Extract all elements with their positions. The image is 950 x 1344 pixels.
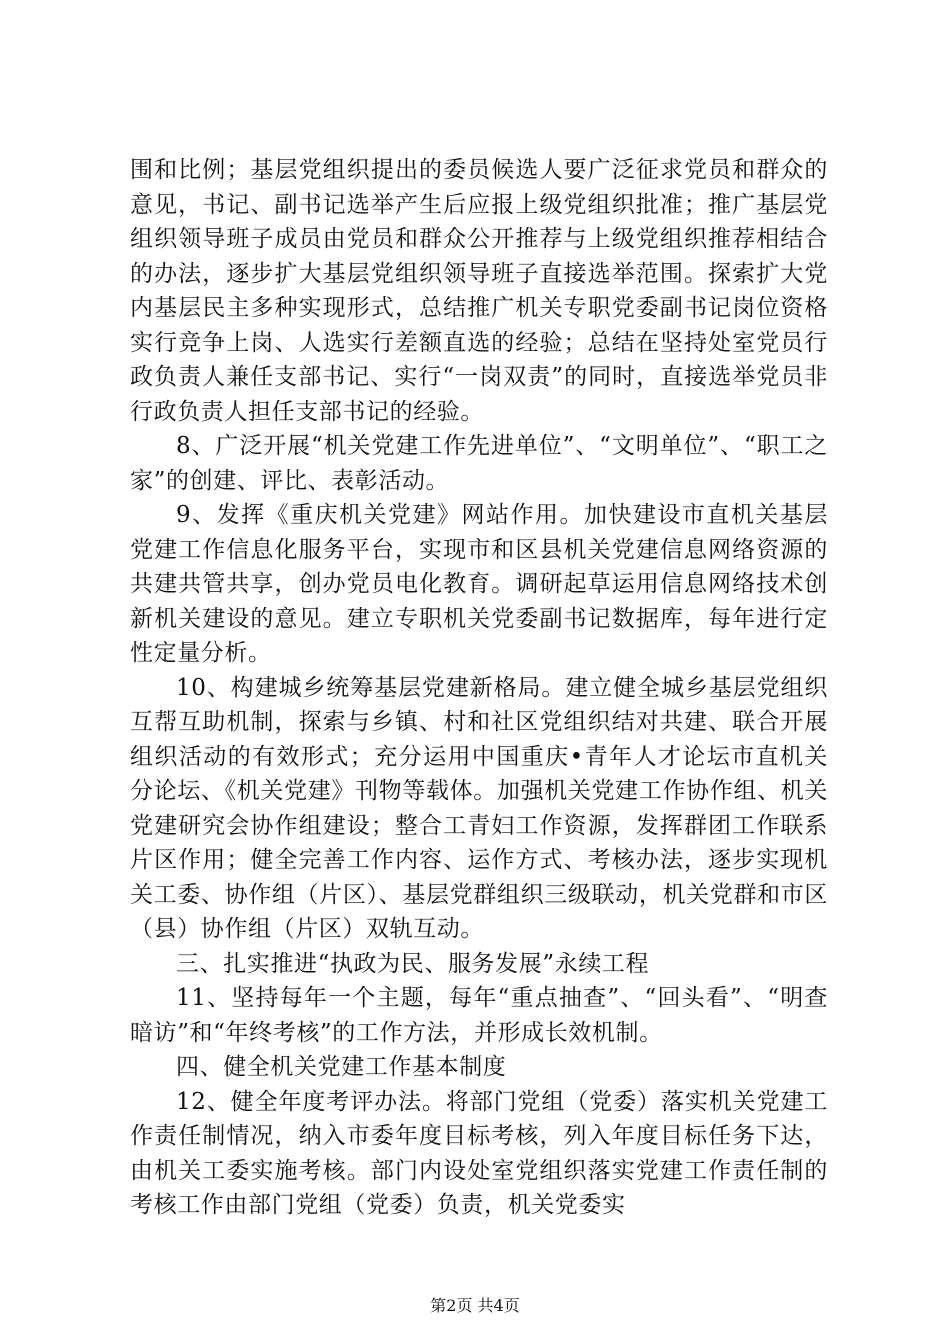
paragraph-item-12: 12、健全年度考评办法。将部门党组（党委）落实机关党建工作责任制情况，纳入市委年度目标考核，列入年度目标任务下达，由机关工委实施考核。部门内设处室党组织落实党建工作责任制的考核工作由部门党组（党委）负责，机关党委实	[130, 1088, 828, 1218]
section-heading-4: 四、健全机关党建工作基本制度	[176, 1054, 507, 1080]
paragraph-continuation: 围和比例；基层党组织提出的委员候选人要广泛征求党员和群众的意见，书记、副书记选举产生后应报上级党组织批准；推广基层党组织领导班子成员由党员和群众公开推荐与上级党组织推荐相结合的办法，逐步扩大基层党组织领导班子直接选举范围。探索扩大党内基层民主多种实现形式，总结推广机关专职党委副书记岗位资格实行竞争上岗、人选实行差额直选的经验；总结在坚持处室党员行政负责人兼任支部书记、实行“一岗双责”的同时，直接选举党员非行政负责人担任支部书记的经验。	[130, 157, 828, 425]
page-number-footer: 第2页 共4页	[430, 1296, 520, 1315]
section-heading-3: 三、扎实推进“执政为民、服务发展”永续工程	[176, 950, 650, 977]
paragraph-item-10: 10、构建城乡统筹基层党建新格局。建立健全城乡基层党组织互帮互助机制，探索与乡镇、村和社区党组织结对共建、联合开展组织活动的有效形式；充分运用中国重庆•青年人才论坛市直机关分论坛、《机关党建》刊物等载体。加强机关党建工作协作组、机关党建研究会协作组建设；整合工青妇工作资源，发挥群团工作联系片区作用；健全完善工作内容、运作方式、考核办法，逐步实现机关工委、协作组（片区）、基层党群组织三级联动，机关党群和市区（县）协作组（片区）双轨互动。	[130, 674, 828, 942]
paragraph-item-8: 8、广泛开展“机关党建工作先进单位”、“文明单位”、“职工之家”的创建、评比、表彰活动。	[130, 433, 828, 494]
paragraph-item-9: 9、发挥《重庆机关党建》网站作用。加快建设市直机关基层党建工作信息化服务平台，实现市和区县机关党建信息网络资源的共建共管共享，创办党员电化教育。调研起草运用信息网络技术创新机关建设的意见。建立专职机关党委副书记数据库，每年进行定性定量分析。	[130, 502, 828, 666]
paragraph-item-11: 11、坚持每年一个主题，每年“重点抽查”、“回头看”、“明查暗访”和“年终考核”的工作方法，并形成长效机制。	[130, 985, 828, 1046]
document-body	[130, 153, 828, 1223]
